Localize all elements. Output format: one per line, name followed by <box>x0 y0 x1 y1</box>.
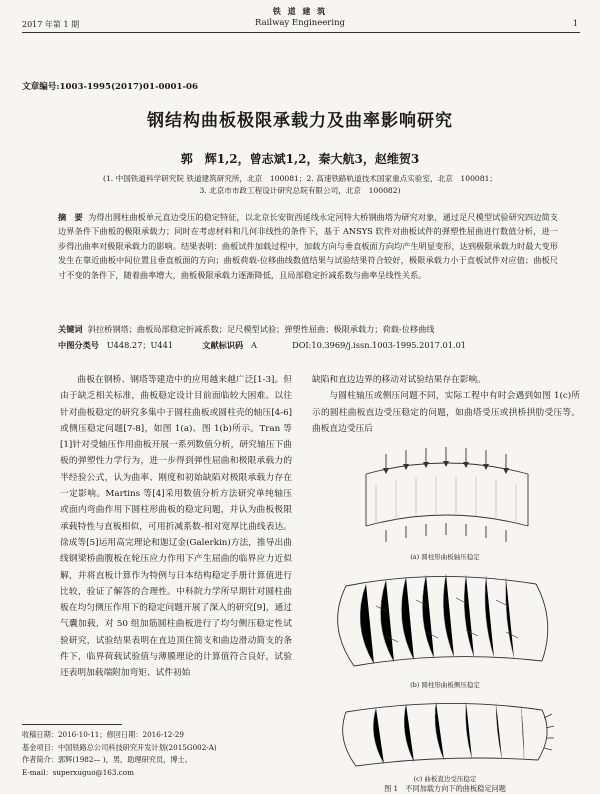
doc-code-label: 文献标识码 <box>202 340 244 350</box>
author-list: 郭 辉1,2，曾志斌1,2，秦大航3，赵维贺3 <box>180 152 420 166</box>
paper-title: 钢结构曲板极限承载力及曲率影响研究 <box>147 111 453 131</box>
figure-1 <box>306 444 584 793</box>
abstract-label: 摘 要 <box>58 212 83 222</box>
clc-value: U448.27；U441 <box>106 340 174 350</box>
footnote-funding: 基金项目：中国铁路总公司科技研究开发计划(2015G002-A) <box>22 742 217 752</box>
abstract <box>58 210 558 282</box>
figure-1-caption: 图 1 不同加载方向下的曲板稳定问题 <box>384 784 506 793</box>
affiliation-line: 3. 北京市市政工程设计研究总院有限公司，北京 100082) <box>199 186 401 195</box>
figure-1a-axial-compression-drawing <box>306 444 584 549</box>
clc-label: 中图分类号 <box>58 340 99 350</box>
footnote-rule <box>22 724 122 725</box>
keywords <box>58 323 558 336</box>
journal-name-cn: 铁 道 建 筑 <box>272 6 328 16</box>
footnote-received-date: 收稿日期：2016-10-11；修回日期：2016-12-29 <box>22 730 184 739</box>
article-number: 文章编号:1003-1995(2017)01-0001-06 <box>22 82 198 92</box>
right-column <box>312 372 580 437</box>
figure-1a-caption: (a) 圆柱形曲板轴压稳定 <box>410 553 480 561</box>
doi: DOI:10.3969/j.issn.1003-1995.2017.01.01 <box>292 340 467 350</box>
figure-1b-lateral-pressure-drawing <box>306 566 584 676</box>
footnotes <box>22 729 284 779</box>
footnote-author-bio: 作者简介：郭辉(1982— )，男，助理研究员，博士。 <box>22 755 192 764</box>
issue-label: 2017 年第 1 期 <box>22 20 80 29</box>
body-paragraph: 与圆柱轴压或侧压问题不同，实际工程中有时会遇到如图 1(c)所示的圆柱曲板直边受压稳定的问题，如曲塔受压或拱桥拱肋受压等。曲板直边受压后 <box>312 391 580 434</box>
figure-1b-caption: (b) 圆柱形曲板侧压稳定 <box>410 681 480 689</box>
figure-1c-caption: (c) 曲板直边受压稳定 <box>413 775 477 783</box>
affiliation-line: (1. 中国铁道科学研究院 铁道建筑研究所，北京 100081；2. 高速铁路轨道技术国家重点实验室，北京 100081； <box>102 174 497 183</box>
body-paragraph: 缺陷和直边边界的移动对试验结果存在影响。 <box>312 375 486 385</box>
abstract-text: 为得出圆柱曲板单元直边受压的稳定特征，以北京长安街西延线永定河特大桥钢曲塔为研究对象，通过足尺模型试验研究四边简支边界条件下曲板的极限承载力；同时在考虑材料和几何非线性的条件下，基于 ANSYS 软件对曲板试件的弹塑性屈曲进行数值分析，进一步得出曲率对极限承载力的影响。结果表明：曲板试件加载过程中，加载方向与垂直板面方向均产生明显变形，达到极限承载力时最大变形发生在靠近曲板中间位置且垂直板面的方向；曲板荷载-位移曲线数值结果与试验结果符合较好，极限承载力小于直板试件对应值；曲板尺寸不变的条件下，随着曲率增大，曲板极限承载力逐渐降低，且局部稳定折减系数与曲率呈线性关系。 <box>58 212 558 280</box>
left-column <box>60 372 292 682</box>
body-paragraph: 曲板在钢桥、钢塔等建造中的应用越来越广泛[1-3]。但由于缺乏相关标准，曲板稳定设计目前面临较大困难。以往针对曲板稳定的研究多集中于圆柱曲板或圆柱壳的轴压[4-6]或侧压稳定问题[7-8]，如图 1(a)、图 1(b)所示。Tran 等[1]针对受轴压作用曲板开展一系列数值分析，研究轴压下曲板的弹塑性力学行为，进一步得到弹性屈曲和极限承载力的半经验公式，认为曲率、刚度和初始缺陷对极限承载力存在一定影响。Martins 等[4]采用数值分析方法研究单纯轴压或面内弯曲作用下圆柱形曲板的稳定问题，并认为曲板极限承载特性与直板相似，可用折减系数-相对宽厚比曲线表达。徐成等[5]运用高完理论和迦辽金(Galerkin)方法，推导出曲线钢梁桥曲腹板在轮压应力作用下产生屈曲的临界应力近似解，并将直板计算作为特例与日本结构稳定手册计算值进行比较，验证了解答的合理性。中科院力学所早期针对圆柱曲板在均匀侧压作用下的稳定问题开展了深入的研究[9]，通过气囊加载，对 50 组加筋圆柱曲板进行了均匀侧压稳定性试验研究，试验结果表明在直边顶住简支和曲边滑动简支的条件下，临界荷载试验值与薄膜理论的计算值符合良好，试验还表明加载端附加弯矩、试件初始 <box>60 375 292 679</box>
header-rule <box>22 32 580 33</box>
figure-1c-straight-edge-compression-drawing <box>306 694 584 774</box>
keywords-label: 关键词 <box>58 324 83 334</box>
page-number: 1 <box>572 19 578 28</box>
classification-line <box>58 340 568 351</box>
affiliations <box>40 173 560 197</box>
footnote-email: E-mail：superxuguo@163.com <box>22 767 134 777</box>
doc-code-value: A <box>251 340 257 350</box>
keywords-text: 斜拉桥钢塔；曲板局部稳定折减系数；足尺模型试验；弹塑性屈曲；极限承载力；荷载-位移曲线 <box>87 324 435 334</box>
journal-name-en: Railway Engineering <box>254 18 346 28</box>
